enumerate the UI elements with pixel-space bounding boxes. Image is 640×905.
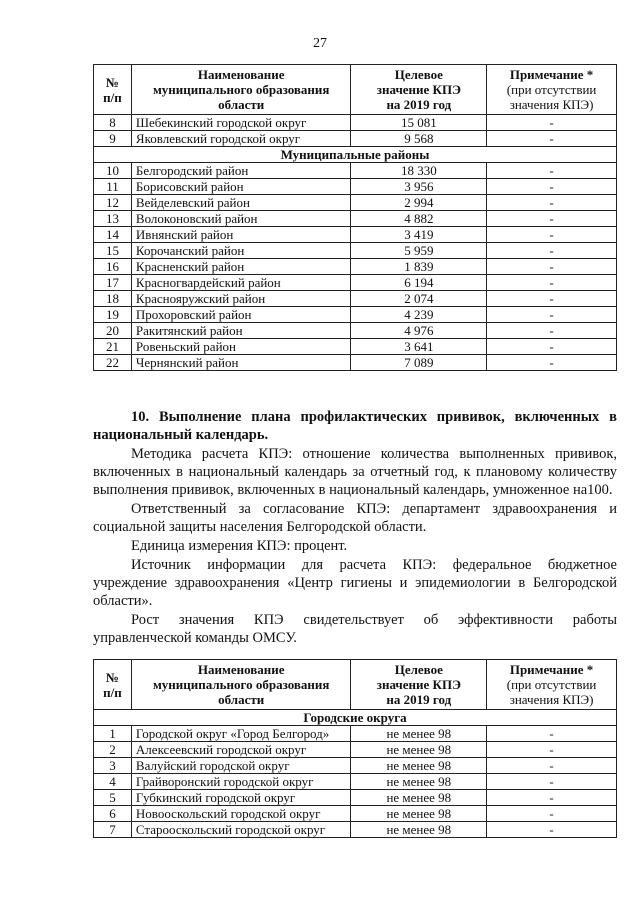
row-num: 20 — [94, 323, 132, 339]
row-num: 14 — [94, 227, 132, 243]
row-name: Валуйский городской округ — [131, 758, 351, 774]
row-num: 3 — [94, 758, 132, 774]
row-name: Краснояружский район — [131, 291, 351, 307]
table-row — [94, 211, 617, 227]
row-num: 10 — [94, 163, 132, 179]
paragraph-growth: Рост значения КПЭ свидетельствует об эффективности работы управленческой команды ОМСУ. — [93, 612, 617, 646]
row-value: не менее 98 — [351, 774, 487, 790]
table-row — [94, 131, 617, 147]
table-row — [94, 790, 617, 806]
header-note: Примечание * (при отсутствии значения КПЭ) — [487, 660, 617, 710]
row-name: Чернянский район — [131, 355, 351, 371]
table-row — [94, 726, 617, 742]
row-note: - — [487, 179, 617, 195]
row-note: - — [487, 275, 617, 291]
table-row — [94, 291, 617, 307]
row-name: Шебекинский городской округ — [131, 115, 351, 131]
row-name: Красногвардейский район — [131, 275, 351, 291]
row-value: 18 330 — [351, 163, 487, 179]
table-row — [94, 806, 617, 822]
row-note: - — [487, 291, 617, 307]
row-name: Новооскольский городской округ — [131, 806, 351, 822]
row-value: не менее 98 — [351, 726, 487, 742]
table-row — [94, 355, 617, 371]
row-note: - — [487, 742, 617, 758]
row-value: 1 839 — [351, 259, 487, 275]
row-name: Ивнянский район — [131, 227, 351, 243]
row-note: - — [487, 758, 617, 774]
header-target: Целевое значение КПЭ на 2019 год — [351, 660, 487, 710]
row-num: 19 — [94, 307, 132, 323]
section-row — [94, 710, 617, 726]
row-num: 4 — [94, 774, 132, 790]
table-row — [94, 259, 617, 275]
row-value: 9 568 — [351, 131, 487, 147]
table-header-row — [94, 660, 617, 710]
table-row — [94, 774, 617, 790]
row-num: 15 — [94, 243, 132, 259]
table-row — [94, 115, 617, 131]
row-num: 8 — [94, 115, 132, 131]
row-note: - — [487, 339, 617, 355]
row-note: - — [487, 115, 617, 131]
row-num: 13 — [94, 211, 132, 227]
row-value: не менее 98 — [351, 806, 487, 822]
row-value: 5 959 — [351, 243, 487, 259]
row-note: - — [487, 307, 617, 323]
row-name: Старооскольский городской округ — [131, 822, 351, 838]
row-num: 17 — [94, 275, 132, 291]
row-name: Красненский район — [131, 259, 351, 275]
row-value: 4 239 — [351, 307, 487, 323]
row-num: 16 — [94, 259, 132, 275]
row-note: - — [487, 259, 617, 275]
kpi-table-districts — [93, 64, 617, 371]
row-note: - — [487, 790, 617, 806]
header-target: Целевое значение КПЭ на 2019 год — [351, 65, 487, 115]
table-row — [94, 179, 617, 195]
header-name: Наименование муниципального образования области — [131, 65, 351, 115]
table-row — [94, 163, 617, 179]
row-num: 21 — [94, 339, 132, 355]
table-row — [94, 195, 617, 211]
table-row — [94, 307, 617, 323]
table-row — [94, 227, 617, 243]
row-value: 15 081 — [351, 115, 487, 131]
table-row — [94, 275, 617, 291]
section-heading: 10. Выполнение плана профилактических прививок, включенных в национальный календарь. — [93, 409, 617, 443]
row-note: - — [487, 726, 617, 742]
row-note: - — [487, 211, 617, 227]
row-value: 3 641 — [351, 339, 487, 355]
row-value: не менее 98 — [351, 742, 487, 758]
row-name: Белгородский район — [131, 163, 351, 179]
kpi-table-vaccination — [93, 659, 617, 838]
table-row — [94, 243, 617, 259]
row-name: Яковлевский городской округ — [131, 131, 351, 147]
row-num: 5 — [94, 790, 132, 806]
table-row — [94, 742, 617, 758]
row-name: Вейделевский район — [131, 195, 351, 211]
row-name: Волоконовский район — [131, 211, 351, 227]
row-value: 2 994 — [351, 195, 487, 211]
row-note: - — [487, 806, 617, 822]
row-value: 3 956 — [351, 179, 487, 195]
row-value: 2 074 — [351, 291, 487, 307]
row-name: Алексеевский городской округ — [131, 742, 351, 758]
row-name: Борисовский район — [131, 179, 351, 195]
row-num: 2 — [94, 742, 132, 758]
paragraph-unit: Единица измерения КПЭ: процент. — [131, 538, 348, 554]
row-name: Губкинский городской округ — [131, 790, 351, 806]
paragraph-source: Источник информации для расчета КПЭ: федеральное бюджетное учреждение здравоохранения «Центр гигиены и эпидемиологии в Белгородской области». — [93, 557, 617, 609]
row-note: - — [487, 323, 617, 339]
row-name: Городской округ «Город Белгород» — [131, 726, 351, 742]
section-row — [94, 147, 617, 163]
paragraph-responsible: Ответственный за согласование КПЭ: департамент здравоохранения и социальной защиты населения Белгородской области. — [93, 501, 617, 535]
row-num: 12 — [94, 195, 132, 211]
section-title-city-districts: Городские округа — [94, 710, 617, 726]
row-num: 22 — [94, 355, 132, 371]
row-note: - — [487, 131, 617, 147]
row-note: - — [487, 195, 617, 211]
row-name: Прохоровский район — [131, 307, 351, 323]
row-note: - — [487, 822, 617, 838]
row-value: 3 419 — [351, 227, 487, 243]
row-name: Корочанский район — [131, 243, 351, 259]
section-text — [93, 408, 617, 647]
table-row — [94, 758, 617, 774]
section-title-districts: Муниципальные районы — [94, 147, 617, 163]
row-value: не менее 98 — [351, 758, 487, 774]
table-header-row — [94, 65, 617, 115]
page-number: 27 — [313, 36, 327, 51]
header-num: № п/п — [94, 65, 132, 115]
header-name: Наименование муниципального образования области — [131, 660, 351, 710]
row-name: Ракитянский район — [131, 323, 351, 339]
table-row — [94, 323, 617, 339]
table-row — [94, 339, 617, 355]
row-name: Ровеньский район — [131, 339, 351, 355]
row-note: - — [487, 163, 617, 179]
row-value: не менее 98 — [351, 790, 487, 806]
row-note: - — [487, 355, 617, 371]
row-note: - — [487, 227, 617, 243]
row-value: не менее 98 — [351, 822, 487, 838]
paragraph-methodology: Методика расчета КПЭ: отношение количества выполненных прививок, включенных в национальный календарь за отчетный год, к плановому количеству выполнения прививок, включенных в национальный календарь, умноженное на100. — [93, 446, 617, 498]
table-row — [94, 822, 617, 838]
row-num: 1 — [94, 726, 132, 742]
row-note: - — [487, 774, 617, 790]
row-num: 9 — [94, 131, 132, 147]
row-name: Грайворонский городской округ — [131, 774, 351, 790]
row-num: 18 — [94, 291, 132, 307]
row-value: 7 089 — [351, 355, 487, 371]
row-value: 6 194 — [351, 275, 487, 291]
header-num: № п/п — [94, 660, 132, 710]
row-value: 4 976 — [351, 323, 487, 339]
row-note: - — [487, 243, 617, 259]
row-num: 6 — [94, 806, 132, 822]
row-value: 4 882 — [351, 211, 487, 227]
row-num: 11 — [94, 179, 132, 195]
row-num: 7 — [94, 822, 132, 838]
header-note: Примечание * (при отсутствии значения КПЭ) — [487, 65, 617, 115]
